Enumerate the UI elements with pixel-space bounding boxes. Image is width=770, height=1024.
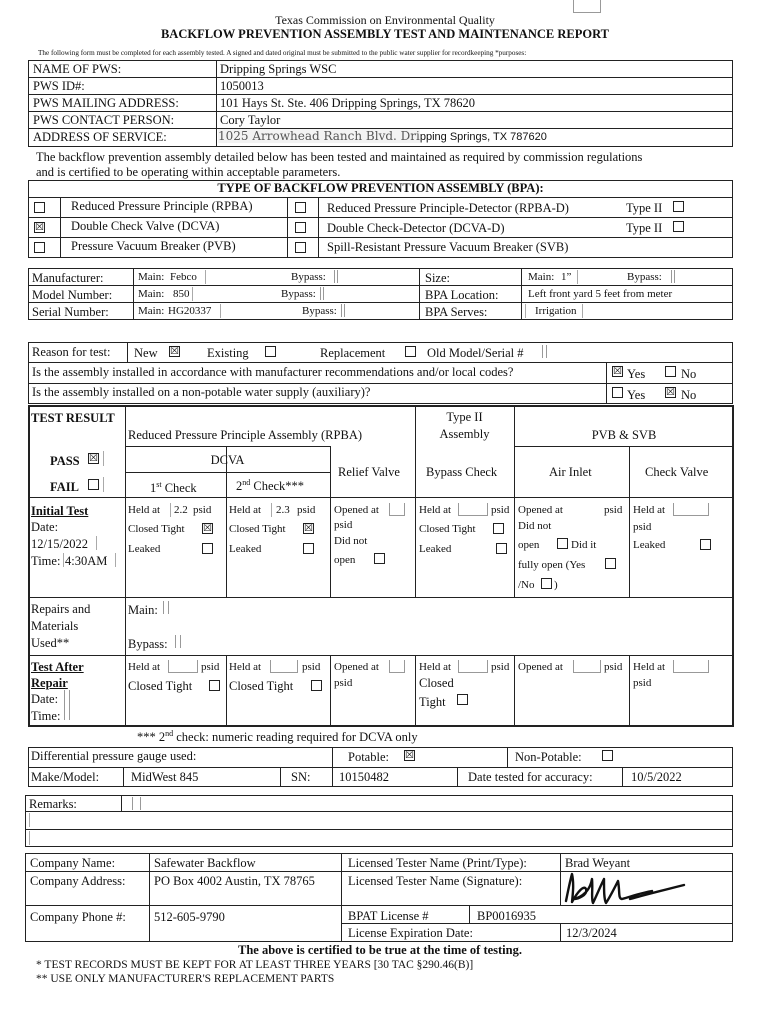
- company-address-label: Company Address:: [30, 874, 126, 888]
- tester-print-value[interactable]: Brad Weyant: [565, 856, 631, 870]
- gauge-make-value[interactable]: MidWest 845: [131, 770, 199, 784]
- pws-mailing-value[interactable]: 101 Hays St. Ste. 406 Dripping Springs, TX 78620: [220, 96, 475, 110]
- after-repair-date-field[interactable]: [64, 690, 70, 720]
- air-fully-open-no-checkbox[interactable]: [541, 578, 552, 589]
- gauge-sn-label: SN:: [291, 770, 311, 784]
- cv-leaked-checkbox[interactable]: [700, 539, 711, 550]
- q1-no-label: No: [681, 367, 697, 381]
- c2-leaked-checkbox[interactable]: [303, 543, 314, 554]
- type2-head-1: Type II: [446, 410, 483, 424]
- manufacturer-bypass-label: Bypass:: [291, 271, 326, 283]
- company-phone-label: Company Phone #:: [30, 910, 126, 924]
- reason-replacement-label: Replacement: [320, 346, 386, 360]
- bpa-type-heading: TYPE OF BACKFLOW PREVENTION ASSEMBLY (BPA):: [217, 181, 544, 195]
- test-result-label: TEST RESULT: [31, 411, 115, 425]
- svb-label: Spill-Resistant Pressure Vacuum Breaker (SVB): [327, 240, 569, 254]
- gauge-potable-label: Potable:: [348, 750, 389, 764]
- after-repair-time-label: Time:: [31, 709, 61, 723]
- manufacturer-main-label: Main:: [138, 271, 165, 283]
- serial-bypass-field[interactable]: [341, 304, 345, 317]
- model-main-label: Main:: [138, 288, 165, 300]
- q2-no-label: No: [681, 388, 697, 402]
- c2-psid-label: psid: [297, 504, 316, 516]
- relief-psid-label: psid: [334, 519, 353, 531]
- air-open-label: open: [518, 539, 540, 551]
- q1-no-checkbox[interactable]: [665, 366, 676, 377]
- dcva-label: Double Check Valve (DCVA): [71, 219, 220, 233]
- relief-did-not-label: Did not: [334, 535, 368, 547]
- gauge-non-potable-label: Non-Potable:: [515, 750, 582, 764]
- q2-yes-checkbox[interactable]: [612, 387, 623, 398]
- service-address-label: ADDRESS OF SERVICE:: [33, 130, 167, 144]
- service-address-typed: 1025 Arrowhead Ranch Blvd. Dri: [218, 129, 420, 143]
- r-bypass-tight-label: Tight: [419, 695, 446, 709]
- serial-main-value[interactable]: HG20337: [168, 305, 212, 317]
- rpbad-label: Reduced Pressure Principle-Detector (RPBA-D): [327, 201, 569, 215]
- agency-name: Texas Commission on Environmental Quality: [275, 13, 495, 27]
- c1-held-at-label: Held at: [128, 504, 161, 516]
- repairs-bypass-label: Bypass:: [128, 637, 168, 651]
- rpbad-type2-label: Type II: [626, 201, 663, 215]
- dcvad-type2-checkbox[interactable]: [673, 221, 684, 232]
- tester-print-label: Licensed Tester Name (Print/Type):: [348, 856, 527, 870]
- r-relief-psid-label: psid: [334, 677, 353, 689]
- pass-checkbox[interactable]: ☒: [89, 453, 98, 464]
- location-label: BPA Location:: [425, 288, 499, 302]
- cv-held-at-label: Held at: [633, 504, 666, 516]
- dcva-head: DCVA: [210, 453, 245, 467]
- repairs-main-field[interactable]: [163, 601, 169, 614]
- c2-held-value[interactable]: 2.3: [276, 504, 290, 516]
- q2-no-checkbox[interactable]: ☒: [666, 387, 675, 398]
- rpba-label: Reduced Pressure Principle (RPBA): [71, 199, 253, 213]
- c1-closed-tight-checkbox[interactable]: ☒: [203, 523, 212, 534]
- fail-label: FAIL: [50, 480, 79, 494]
- company-name-value[interactable]: Safewater Backflow: [154, 856, 256, 870]
- pws-contact-label: PWS CONTACT PERSON:: [33, 113, 175, 127]
- initial-date-label: Date:: [31, 520, 59, 534]
- reason-existing-checkbox[interactable]: [265, 346, 276, 357]
- air-psid-label: psid: [604, 504, 623, 516]
- remarks-line-2[interactable]: [29, 813, 30, 827]
- c1-psid-label: psid: [193, 504, 212, 516]
- r-bypass-closed-tight-checkbox[interactable]: [457, 694, 468, 705]
- r-c2-held-field[interactable]: [270, 660, 298, 673]
- relief-open-label: open: [334, 554, 356, 566]
- repairs-main-label: Main:: [128, 603, 158, 617]
- tester-signature-image[interactable]: [560, 869, 700, 909]
- size-main-value[interactable]: 1”: [561, 271, 572, 283]
- q2-text: Is the assembly installed on a non-potable water supply (auxiliary)?: [32, 385, 371, 399]
- bypass-held-at-label: Held at: [419, 504, 452, 516]
- repairs-bypass-field[interactable]: [175, 635, 181, 648]
- size-bypass-label: Bypass:: [627, 271, 662, 283]
- r-relief-opened-at-label: Opened at: [334, 661, 379, 673]
- certify-line-1: The backflow prevention assembly detailed below has been tested and maintained as required by commission regulations: [36, 150, 643, 164]
- r-c2-closed-tight-checkbox[interactable]: [311, 680, 322, 691]
- cv-psid-label: psid: [633, 521, 652, 533]
- r-c1-psid-label: psid: [201, 661, 220, 673]
- certified-statement: The above is certified to be true at the time of testing.: [238, 943, 522, 957]
- model-label: Model Number:: [32, 288, 113, 302]
- pvb-label: Pressure Vacuum Breaker (PVB): [71, 239, 236, 253]
- r-air-psid-label: psid: [604, 661, 623, 673]
- r-cv-held-at-label: Held at: [633, 661, 666, 673]
- initial-time-label: Time:: [31, 554, 61, 568]
- bypass-psid-label: psid: [491, 504, 510, 516]
- serves-value[interactable]: Irrigation: [535, 305, 577, 317]
- manufacturer-bypass-field[interactable]: [334, 270, 338, 283]
- size-main-label: Main:: [528, 271, 555, 283]
- rpba-checkbox[interactable]: [34, 202, 45, 213]
- dcva-checkbox[interactable]: ☒: [35, 222, 44, 233]
- footer-note-1: * TEST RECORDS MUST BE KEPT FOR AT LEAST THREE YEARS [30 TAC §290.46(B)]: [36, 959, 474, 971]
- pvb-svb-head: PVB & SVB: [591, 428, 657, 442]
- remarks-line-3[interactable]: [29, 831, 30, 845]
- air-no-label: /No: [518, 579, 535, 591]
- license-value[interactable]: BP0016935: [477, 909, 537, 923]
- r-bypass-held-at-label: Held at: [419, 661, 452, 673]
- model-main-value[interactable]: 850: [173, 288, 190, 300]
- c2-closed-tight-label: Closed Tight: [229, 523, 286, 535]
- q2-yes-label: Yes: [627, 388, 646, 402]
- pvb-checkbox[interactable]: [34, 242, 45, 253]
- bypass-held-field[interactable]: [458, 503, 488, 516]
- rpba-assembly-head: Reduced Pressure Principle Assembly (RPBA): [128, 428, 363, 442]
- gauge-date-label: Date tested for accuracy:: [468, 770, 593, 784]
- initial-time-value[interactable]: 4:30AM: [65, 554, 108, 568]
- svb-checkbox[interactable]: [295, 242, 306, 253]
- reason-old-field[interactable]: [542, 345, 547, 358]
- reason-replacement-checkbox[interactable]: [405, 346, 416, 357]
- fail-checkbox[interactable]: [88, 479, 99, 490]
- bypass-leaked-checkbox[interactable]: [496, 543, 507, 554]
- air-did-not-open-checkbox[interactable]: [557, 538, 568, 549]
- r-bypass-psid-label: psid: [491, 661, 510, 673]
- pws-id-value[interactable]: 1050013: [220, 79, 264, 93]
- remarks-line-1[interactable]: [132, 797, 141, 810]
- relief-opened-at-label: Opened at: [334, 504, 379, 516]
- r-c1-held-at-label: Held at: [128, 661, 161, 673]
- model-bypass-label: Bypass:: [281, 288, 316, 300]
- type2-head-2: Assembly: [439, 427, 490, 441]
- check-valve-head: Check Valve: [645, 465, 709, 479]
- reason-new-label: New: [134, 346, 158, 360]
- c1-leaked-label: Leaked: [128, 543, 161, 555]
- cv-held-field[interactable]: [673, 503, 709, 516]
- company-address-value[interactable]: PO Box 4002 Austin, TX 78765: [154, 874, 315, 888]
- initial-test-label: Initial Test: [31, 504, 89, 518]
- rpbad-checkbox[interactable]: [295, 202, 306, 213]
- manufacturer-main-value[interactable]: Febco: [170, 271, 197, 283]
- pws-mailing-label: PWS MAILING ADDRESS:: [33, 96, 179, 110]
- serial-label: Serial Number:: [32, 305, 109, 319]
- model-bypass-field[interactable]: [320, 287, 324, 300]
- air-did-not-label: Did not: [518, 520, 552, 532]
- dcvad-type2-label: Type II: [626, 221, 663, 235]
- cv-leaked-label: Leaked: [633, 539, 666, 551]
- air-did-it-label: Did it: [571, 539, 597, 551]
- r-air-opened-field[interactable]: [573, 660, 601, 673]
- serial-main-label: Main:: [138, 305, 165, 317]
- company-phone-value[interactable]: 512-605-9790: [154, 910, 225, 924]
- location-value[interactable]: Left front yard 5 feet from meter: [528, 288, 673, 300]
- second-check-head: 2nd Check***: [236, 478, 305, 494]
- expiration-label: License Expiration Date:: [348, 926, 473, 940]
- repairs-label-3: Used**: [31, 636, 70, 650]
- serves-label: BPA Serves:: [425, 305, 488, 319]
- relief-opened-field[interactable]: [389, 503, 405, 516]
- after-repair-label-2: Repair: [31, 676, 68, 690]
- c1-closed-tight-label: Closed Tight: [128, 523, 185, 535]
- company-name-label: Company Name:: [30, 856, 116, 870]
- reason-old-label: Old Model/Serial #: [427, 346, 524, 360]
- remarks-label: Remarks:: [29, 797, 77, 811]
- relief-valve-head: Relief Valve: [338, 465, 400, 479]
- c2-held-at-label: Held at: [229, 504, 262, 516]
- c1-held-value[interactable]: 2.2: [174, 504, 188, 516]
- initial-date-value[interactable]: 12/15/2022: [31, 537, 88, 551]
- pws-name-value[interactable]: Dripping Springs WSC: [220, 62, 337, 76]
- size-bypass-field[interactable]: [671, 270, 675, 283]
- r-c2-closed-tight-label: Closed Tight: [229, 679, 294, 693]
- bypass-check-head: Bypass Check: [426, 465, 498, 479]
- air-opened-at-label: Opened at: [518, 504, 563, 516]
- dcvad-checkbox[interactable]: [295, 222, 306, 233]
- first-check-head: 1st Check: [150, 480, 197, 496]
- manufacturer-label: Manufacturer:: [32, 271, 104, 285]
- after-repair-label-1: Test After: [31, 660, 84, 674]
- r-air-opened-at-label: Opened at: [518, 661, 563, 673]
- r-bypass-closed-label: Closed: [419, 676, 454, 690]
- reason-new-checkbox[interactable]: ☒: [170, 346, 179, 357]
- r-c1-closed-tight-label: Closed Tight: [128, 679, 193, 693]
- form-instructions: The following form must be completed for each assembly tested. A signed and dated original must be submitted to the public water supplier for recordkeeping *purposes:: [38, 49, 527, 57]
- r-c1-held-field[interactable]: [168, 660, 198, 673]
- r-c2-psid-label: psid: [302, 661, 321, 673]
- relief-did-not-open-checkbox[interactable]: [374, 553, 385, 564]
- gauge-sn-value[interactable]: 10150482: [339, 770, 389, 784]
- air-fully-open-label: fully open (Yes: [518, 559, 586, 571]
- service-address-value[interactable]: [218, 129, 547, 145]
- repairs-label-1: Repairs and: [31, 602, 91, 616]
- pws-contact-value[interactable]: Cory Taylor: [220, 113, 281, 127]
- gauge-make-label: Make/Model:: [31, 770, 100, 784]
- r-cv-held-field[interactable]: [673, 660, 709, 673]
- c2-leaked-label: Leaked: [229, 543, 262, 555]
- tester-signature-label: Licensed Tester Name (Signature):: [348, 874, 523, 888]
- certify-line-2: and is certified to be operating within acceptable parameters.: [36, 165, 341, 179]
- air-opened-field[interactable]: [573, 0, 601, 13]
- r-bypass-held-field[interactable]: [458, 660, 488, 673]
- r-c1-closed-tight-checkbox[interactable]: [209, 680, 220, 691]
- air-fully-open-yes-checkbox[interactable]: [605, 558, 616, 569]
- reason-existing-label: Existing: [207, 346, 249, 360]
- bypass-closed-tight-label: Closed Tight: [419, 523, 476, 535]
- repairs-label-2: Materials: [31, 619, 79, 633]
- r-relief-opened-field[interactable]: [389, 660, 405, 673]
- air-inlet-head: Air Inlet: [549, 465, 592, 479]
- serial-bypass-label: Bypass:: [302, 305, 337, 317]
- c2-closed-tight-checkbox[interactable]: ☒: [304, 523, 313, 534]
- pws-id-label: PWS ID#:: [33, 79, 85, 93]
- form-title: BACKFLOW PREVENTION ASSEMBLY TEST AND MAINTENANCE REPORT: [160, 27, 610, 41]
- q1-yes-label: Yes: [627, 367, 646, 381]
- bypass-leaked-label: Leaked: [419, 543, 452, 555]
- r-cv-psid-label: psid: [633, 677, 652, 689]
- footer-note-2: ** USE ONLY MANUFACTURER'S REPLACEMENT PARTS: [36, 973, 335, 985]
- dcvad-label: Double Check-Detector (DCVA-D): [327, 221, 505, 235]
- c1-leaked-checkbox[interactable]: [202, 543, 213, 554]
- gauge-date-value[interactable]: 10/5/2022: [631, 770, 682, 784]
- air-close-paren: ): [554, 579, 558, 591]
- gauge-non-potable-checkbox[interactable]: [602, 750, 613, 761]
- pass-label: PASS: [50, 454, 80, 468]
- license-label: BPAT License #: [348, 909, 429, 923]
- service-address-rest: pping Springs, TX 787620: [419, 131, 547, 143]
- r-c2-held-at-label: Held at: [229, 661, 262, 673]
- second-check-note: *** 2nd check: numeric reading required for DCVA only: [137, 729, 418, 745]
- q1-yes-checkbox[interactable]: ☒: [613, 366, 622, 377]
- rpbad-type2-checkbox[interactable]: [673, 201, 684, 212]
- gauge-potable-checkbox[interactable]: ☒: [405, 750, 414, 761]
- reason-label: Reason for test:: [32, 345, 111, 359]
- expiration-value[interactable]: 12/3/2024: [566, 926, 617, 940]
- pws-name-label: NAME OF PWS:: [33, 62, 122, 76]
- size-label: Size:: [425, 271, 450, 285]
- after-repair-date-label: Date:: [31, 692, 59, 706]
- q1-text: Is the assembly installed in accordance with manufacturer recommendations and/or local codes?: [32, 365, 514, 379]
- bypass-closed-tight-checkbox[interactable]: [493, 523, 504, 534]
- gauge-used-label: Differential pressure gauge used:: [31, 749, 197, 763]
